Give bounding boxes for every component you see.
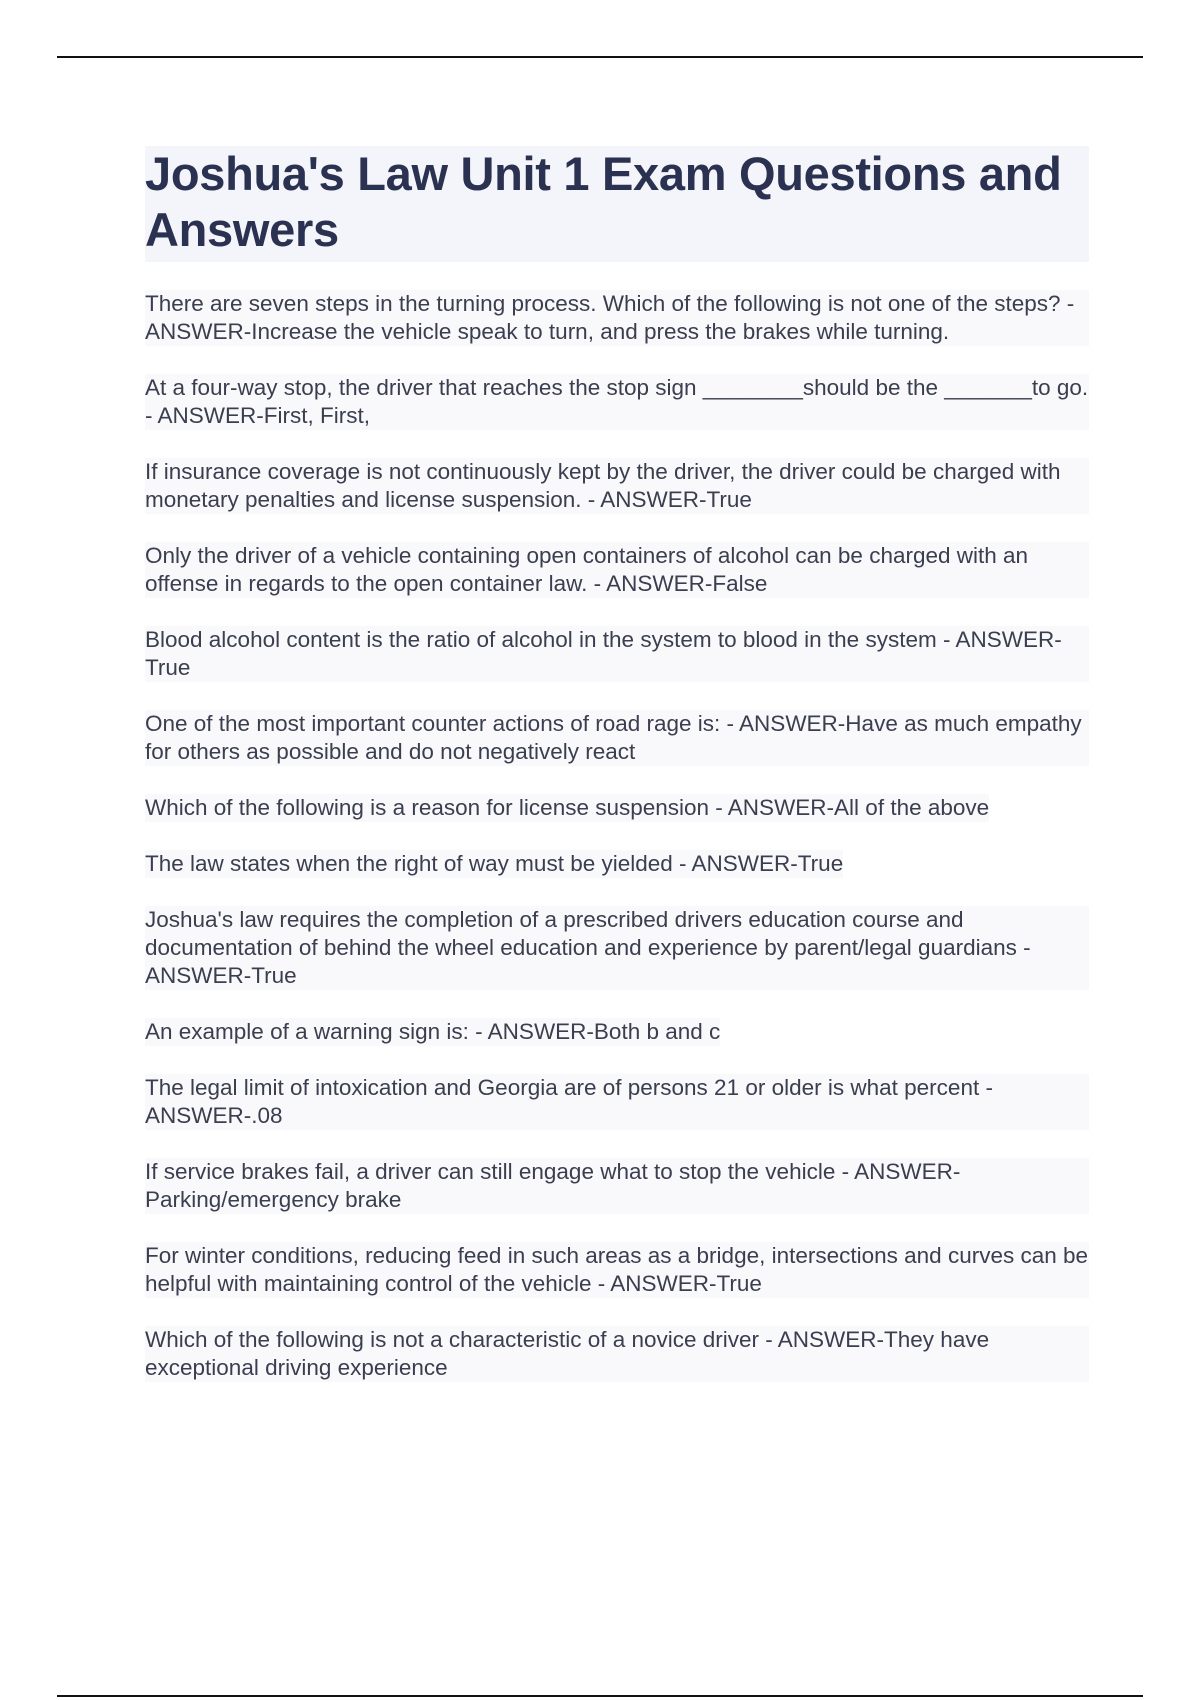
qa-item: Blood alcohol content is the ratio of alcohol in the system to blood in the system - ANSWER-True: [145, 626, 1089, 682]
qa-item: If insurance coverage is not continuously kept by the driver, the driver could be charged with monetary penalties and license suspension. - ANSWER-True: [145, 458, 1089, 514]
qa-item: Which of the following is not a characteristic of a novice driver - ANSWER-They have exceptional driving experience: [145, 1326, 1089, 1382]
title-block: [145, 146, 1089, 262]
qa-item: One of the most important counter actions of road rage is: - ANSWER-Have as much empathy for others as possible and do not negatively react: [145, 710, 1089, 766]
qa-item: Joshua's law requires the completion of a prescribed drivers education course and documentation of behind the wheel education and experience by parent/legal guardians - ANSWER-True: [145, 906, 1089, 990]
bottom-rule: [57, 1695, 1143, 1697]
qa-item: Which of the following is a reason for license suspension - ANSWER-All of the above: [145, 795, 990, 820]
qa-item: There are seven steps in the turning process. Which of the following is not one of the steps? - ANSWER-Increase the vehicle speak to turn, and press the brakes while turning.: [145, 290, 1089, 346]
top-rule: [57, 56, 1143, 58]
qa-item: The legal limit of intoxication and Georgia are of persons 21 or older is what percent - ANSWER-.08: [145, 1074, 1089, 1130]
qa-item: The law states when the right of way must be yielded - ANSWER-True: [145, 851, 844, 876]
qa-item: An example of a warning sign is: - ANSWER-Both b and c: [145, 1019, 721, 1044]
qa-item: If service brakes fail, a driver can still engage what to stop the vehicle - ANSWER-Parking/emergency brake: [145, 1158, 1089, 1214]
qa-item: At a four-way stop, the driver that reaches the stop sign ________should be the _______to go. - ANSWER-First, First,: [145, 375, 1089, 428]
qa-item: Only the driver of a vehicle containing open containers of alcohol can be charged with an offense in regards to the open container law. - ANSWER-False: [145, 542, 1089, 598]
qa-list: [145, 290, 1089, 1382]
document-title: Joshua's Law Unit 1 Exam Questions and Answers: [145, 147, 1062, 256]
qa-item: For winter conditions, reducing feed in such areas as a bridge, intersections and curves can be helpful with maintaining control of the vehicle - ANSWER-True: [145, 1243, 1089, 1296]
document-body: [145, 146, 1089, 1410]
